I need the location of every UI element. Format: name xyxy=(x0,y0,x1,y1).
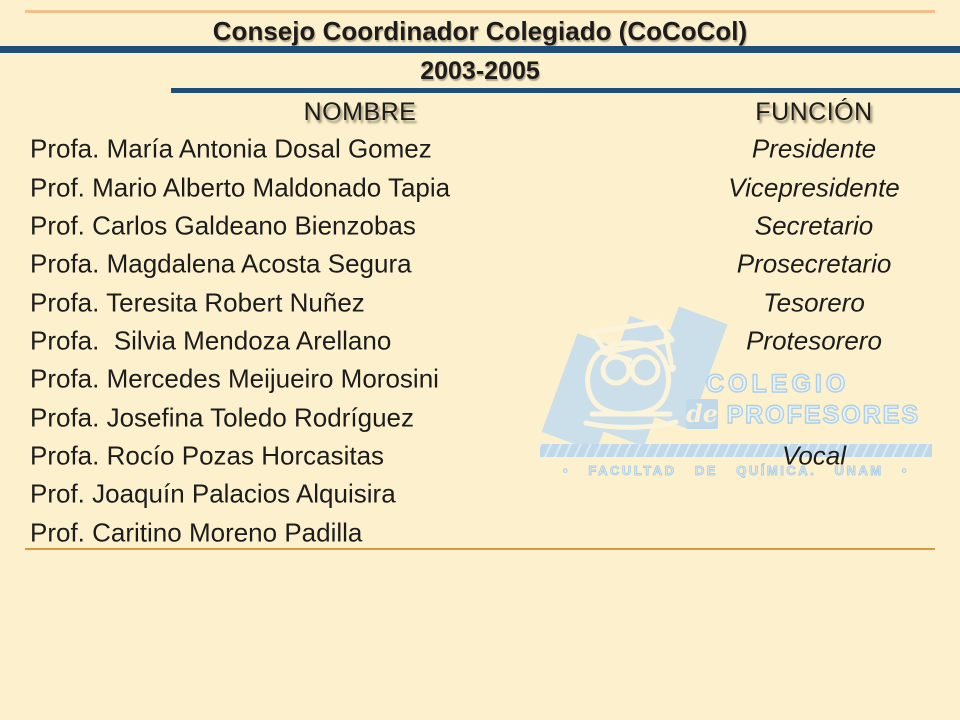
logo-text-profesores: PROFESORES xyxy=(726,401,921,429)
member-function: Tesorero xyxy=(763,287,865,318)
slide-title: Consejo Coordinador Colegiado (CoCoCol) xyxy=(212,16,748,46)
member-name: Profa. Josefina Toledo Rodríguez xyxy=(30,402,414,433)
logo-text-de: de xyxy=(686,399,719,428)
navy-divider-sub xyxy=(171,88,960,93)
member-function: Vicepresidente xyxy=(728,172,900,203)
table-row xyxy=(0,322,960,360)
member-function: Presidente xyxy=(751,133,877,164)
member-name: Prof. Joaquín Palacios Alquisira xyxy=(30,478,396,509)
member-function: Secretario xyxy=(754,210,874,241)
column-header-nombre: NOMBRE xyxy=(303,98,417,126)
members-table xyxy=(0,130,960,552)
column-header-funcion: FUNCIÓN xyxy=(755,98,873,126)
table-row xyxy=(0,130,960,168)
member-name: Profa. Silvia Mendoza Arellano xyxy=(30,325,392,356)
table-row xyxy=(0,245,960,283)
member-function: Prosecretario xyxy=(736,248,892,279)
member-name: Prof. Mario Alberto Maldonado Tapia xyxy=(30,172,451,203)
table-row xyxy=(0,283,960,321)
table-row xyxy=(0,513,960,551)
member-function: Vocal xyxy=(781,440,847,471)
table-row xyxy=(0,360,960,398)
member-name: Prof. Carlos Galdeano Bienzobas xyxy=(30,210,416,241)
member-name: Profa. Mercedes Meijueiro Morosini xyxy=(30,363,439,394)
table-row xyxy=(0,207,960,245)
member-name: Profa. Teresita Robert Nuñez xyxy=(30,287,365,318)
logo-text-colegio: COLEGIO xyxy=(706,370,850,398)
top-orange-rule xyxy=(25,10,935,13)
period-subtitle: 2003-2005 xyxy=(420,57,540,85)
logo-text-facultad: • FACULTAD DE QUÍMICA. UNAM • xyxy=(563,463,909,478)
table-row xyxy=(0,398,960,436)
member-function: Protesorero xyxy=(746,325,882,356)
table-row xyxy=(0,437,960,475)
member-name: Prof. Caritino Moreno Padilla xyxy=(30,517,363,548)
table-row xyxy=(0,475,960,513)
member-name: Profa. Rocío Pozas Horcasitas xyxy=(30,440,385,471)
member-name: Profa. María Antonia Dosal Gomez xyxy=(30,133,432,164)
table-row xyxy=(0,168,960,206)
navy-divider-top xyxy=(0,46,960,53)
member-name: Profa. Magdalena Acosta Segura xyxy=(30,248,412,279)
